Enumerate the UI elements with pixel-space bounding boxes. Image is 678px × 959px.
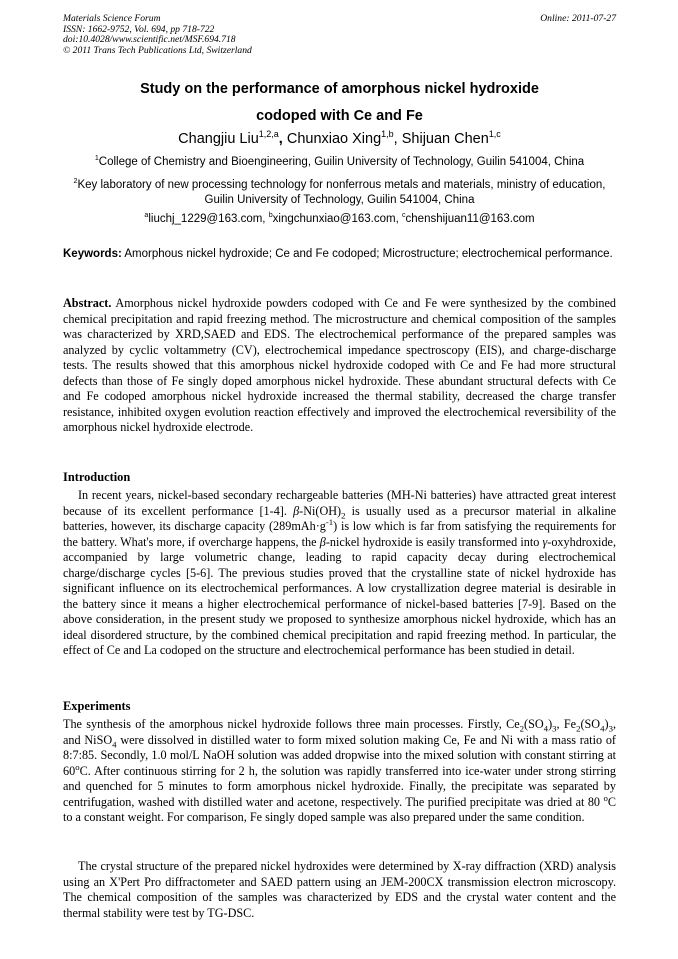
affiliation-text: Key laboratory of new processing technology for nonferrous metals and materials, ministry of education, Guilin University of Technology, Guilin 541004, China	[77, 179, 606, 206]
exp-text: )	[548, 717, 553, 731]
intro-text: -Ni(OH)	[299, 503, 342, 518]
experiments-paragraph-1	[63, 717, 616, 826]
section-heading-introduction: Introduction	[63, 470, 131, 484]
intro-text: -nickel hydroxide is easily transformed into	[325, 534, 543, 549]
beta-symbol: β	[293, 503, 300, 518]
author-separator: ,	[278, 131, 287, 147]
author-name: Shijuan Chen	[401, 131, 489, 147]
subscript: 3	[608, 723, 613, 734]
email-separator: ,	[395, 213, 402, 225]
author-affiliation-marker: 1,2,a	[258, 128, 279, 139]
section-heading-experiments: Experiments	[63, 699, 131, 713]
paper-title-line-1: Study on the performance of amorphous nickel hydroxide	[140, 81, 539, 97]
author-affiliation-marker: 1,c	[488, 128, 501, 139]
journal-doi: doi:10.4028/www.scientific.net/MSF.694.718	[63, 34, 236, 46]
author-name: Chunxiao Xing	[286, 131, 382, 147]
exp-text: The synthesis of the amorphous nickel hydroxide follows three main processes. Firstly, Ce	[63, 717, 520, 731]
exp-text: C to a constant weight. For comparison, Fe singly doped sample was also prepared under the same condition.	[63, 794, 616, 824]
journal-name: Materials Science Forum	[63, 13, 161, 24]
subscript: 4	[543, 723, 549, 734]
author-separator: ,	[393, 131, 402, 147]
superscript: o	[603, 792, 608, 803]
email-marker: a	[144, 210, 149, 219]
exp-text: (SO	[580, 717, 601, 731]
intro-text: ) is low which is far from satisfying the requirements for the battery. What's more, if overcharge happens, the	[63, 519, 616, 549]
paper-title-line-2: codoped with Ce and Fe	[256, 108, 423, 124]
exp-text: )	[604, 717, 609, 731]
exp-text: , and NiSO	[63, 717, 616, 747]
author-affiliation-marker: 1,b	[381, 128, 394, 139]
abstract-label: Abstract.	[63, 296, 112, 310]
affiliation-2	[63, 178, 616, 207]
keywords-text: Amorphous nickel hydroxide; Ce and Fe codoped; Microstructure; electrochemical performance.	[121, 248, 613, 260]
keywords	[63, 248, 616, 262]
online-date: Online: 2011-07-27	[540, 13, 616, 24]
superscript: -1	[325, 516, 334, 527]
intro-text: is usually used as a precursor material in alkaline batteries, however, its discharge capacity (289mAh·g	[63, 503, 617, 533]
exp-text: (SO	[524, 717, 544, 731]
intro-text: In recent years, nickel-based secondary rechargeable batteries (MH-Ni batteries) have attracted great interest because of its excellent performance [1-4].	[63, 488, 616, 518]
subscript: 2	[576, 723, 581, 734]
email-address[interactable]: xingchunxiao@163.com	[272, 213, 396, 225]
introduction-paragraph	[63, 488, 616, 659]
email-separator: ,	[262, 213, 269, 225]
email-marker: c	[401, 210, 406, 219]
exp-text: , Fe	[556, 717, 577, 731]
keywords-label: Keywords:	[63, 248, 122, 260]
subscript: 4	[112, 738, 117, 749]
abstract-text: Amorphous nickel hydroxide powders codoped with Ce and Fe were synthesized by the combined chemical precipitation and rapid freezing method. The microstructure and chemical composition of the samples was characterized by XRD,SAED and EDS. The electrochemical performance of the prepared samples was analyzed by cyclic voltammetry (CV), electrochemical impedance spectroscopy (EIS), and charge-discharge tests. The results showed that this amorphous nickel hydroxide codoped with Ce and Fe had more structural defects than those of Fe singly doped amorphous nickel hydroxide. These abundant structural defects with Ce and Fe codoped amorphous nickel hydroxide increased the thermal stability, decreased the charge transfer resistance, inhibited oxygen evolution reaction effectively and improved the electrochemical reversibility of the amorphous nickel hydroxide electrode.	[63, 296, 616, 434]
affiliation-number: 2	[73, 176, 78, 185]
journal-issn: ISSN: 1662-9752, Vol. 694, pp 718-722	[63, 23, 215, 35]
subscript: 3	[552, 723, 557, 734]
email-address[interactable]: liuchj_1229@163.com	[148, 213, 263, 225]
experiments-paragraph-2: The crystal structure of the prepared nickel hydroxides were determined by X-ray diffraction (XRD) analysis using an X'Pert Pro diffractometer and SAED pattern using an JEM-200CX transmission electron microscopy. The chemical composition of the samples was characterized by EDS and the crystal water content and the thermal stability were test by TG-DSC.	[63, 859, 616, 920]
author-name: Changjiu Liu	[178, 131, 259, 147]
superscript: o	[75, 761, 80, 772]
journal-copyright: © 2011 Trans Tech Publications Ltd, Switzerland	[63, 44, 252, 56]
subscript: 4	[600, 723, 605, 734]
abstract	[63, 296, 616, 436]
gamma-symbol: γ	[542, 534, 548, 549]
author-emails	[63, 212, 616, 227]
beta-symbol: β	[319, 534, 326, 549]
journal-header	[63, 14, 616, 56]
author-list	[63, 130, 616, 148]
affiliation-1	[63, 155, 616, 170]
exp-text: were dissolved in distilled water to form mixed solution making Ce, Fe and Ni with a mass ratio of 8:7:85. Secondly, 1.0 mol/L NaOH solution was added dropwise into the mixed solution with constant stirring at 60	[63, 732, 616, 778]
email-address[interactable]: chenshijuan11@163.com	[405, 213, 535, 225]
intro-text: -oxyhdroxide, accompanied by large volumetric change, leading to rapid capacity decay during electrochemical charge/discharge cycles [5-6]. The previous studies proved that the crystalline state of nickel hydroxide has significant influence on its electrochemical performances. A low crystallization degree material is desirable in the battery since it means a higher electrochemical performance of nickel-based batteries [7-9]. Based on the above consideration, in the present study we proposed to synthesize amorphous nickel hydroxide, which has an ideal disordered structure, by the combined chemical precipitation and rapid freezing method. In particular, the effect of Ce and La codoped on the structure and electrochemical performance has been studied in detail.	[63, 534, 616, 657]
affiliation-text: College of Chemistry and Bioengineering, Guilin University of Technology, Guilin 541004, China	[98, 156, 585, 168]
affiliation-number: 1	[94, 153, 99, 162]
email-marker: b	[268, 210, 273, 219]
subscript: 2	[519, 723, 525, 734]
exp-text: C. After continuous stirring for 2 h, the solution was rapidly transferred into ice-water under strong stirring and quenched for 5 minutes to form amorphous nickel hydroxide. Finally, the precipitate was separated by centrifugation, washed with distilled water and acetone, respectively. The purified precipitate was dried at 80	[63, 763, 616, 809]
subscript: 2	[341, 509, 346, 520]
